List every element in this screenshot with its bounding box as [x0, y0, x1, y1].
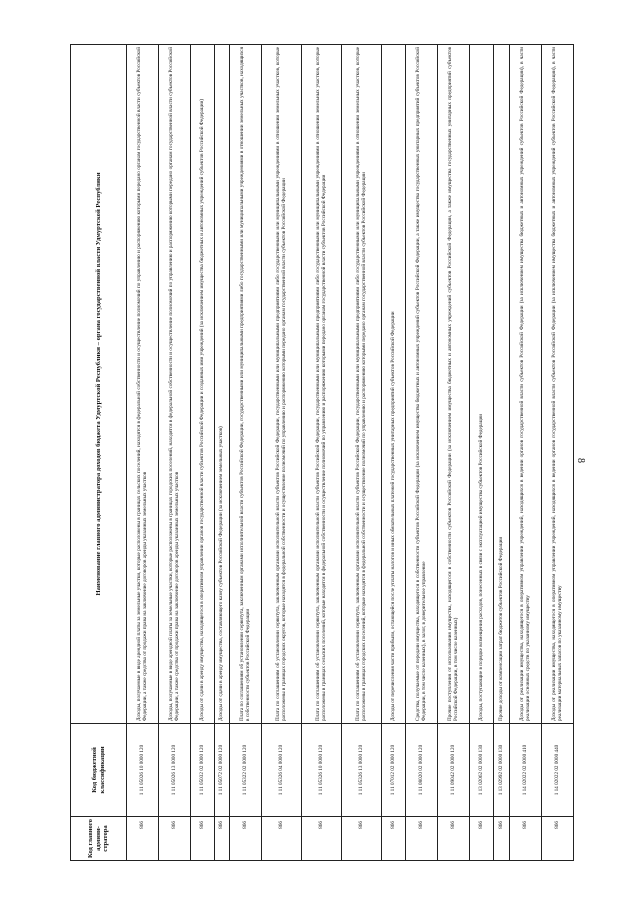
admin-code-cell: 866 — [127, 817, 159, 861]
name-cell: Средства, получаемые от передачи имущества, находящегося в собственности субъектов Российской Федерации (за исключением имущества бюджетных и автономных учреждений субъектов Российской Федерации, а также имущества государственных унитарных предприятий субъектов Российской Федерации, в том числе казенных), в залог, в доверительное управление — [406, 45, 438, 724]
rotated-page — [70, 44, 570, 861]
name-cell: Прочие доходы от компенсации затрат бюджетов субъектов Российской Федерации — [494, 45, 510, 724]
kbk-cell: 1 11 09042 02 0000 120 — [438, 724, 470, 817]
name-cell: Плата по соглашениям об установлении сервитута, заключенным органами исполнительной власти субъектов Российской Федерации, государственными или муниципальными предприятиями либо государственными или муниципальными учреждениями в отношении земельных участков, которые расположены в границах сельских поселений, которые находятся в федеральной собственности и осуществление полномочий по управлению и распоряжению которыми передано органам государственной власти субъектов Российской Федерации — [302, 45, 342, 724]
header-name: Наименование главного администратора доходов бюджета Удмуртской Республики – органа государственной власти Удмуртской Республики — [71, 45, 127, 724]
table-row — [470, 45, 494, 861]
name-cell: Доходы, получаемые в виде арендной платы за земельные участки, которые расположены в границах городских поселений, находятся в федеральной собственности и осуществление полномочий по управлению и распоряжению которыми передано органам государственной власти субъектов Российской Федерации, а также средства от продажи права на заключение договоров аренды указанных земельных участков — [159, 45, 191, 724]
table-row — [382, 45, 406, 861]
kbk-cell: 1 13 02062 02 0000 130 — [470, 724, 494, 817]
name-cell: Доходы, поступающие в порядке возмещения расходов, понесенных в связи с эксплуатацией имущества субъектов Российской Федерации — [470, 45, 494, 724]
kbk-cell: 1 14 02022 02 0000 410 — [510, 724, 542, 817]
name-cell: Доходы от перечисления части прибыли, остающейся после уплаты налогов и иных обязательных платежей государственных унитарных предприятий субъектов Российской Федерации — [382, 45, 406, 724]
admin-code-cell: 866 — [191, 817, 215, 861]
admin-code-cell: 866 — [215, 817, 230, 861]
name-cell: Плата по соглашениям об установлении сервитута, заключенным органами исполнительной власти субъектов Российской Федерации, государственными или муниципальными предприятиями либо государственными или муниципальными учреждениями в отношении земельных участков, которые расположены в границах городских округов, которые находятся в федеральной собственности и осуществление полномочий по управлению и распоряжению которыми передано органам государственной власти субъектов Российской Федерации — [262, 45, 302, 724]
admin-code-cell: 866 — [406, 817, 438, 861]
kbk-cell: 1 11 05326 13 0000 120 — [342, 724, 382, 817]
table-row — [159, 45, 191, 861]
table-header-row — [71, 45, 127, 861]
kbk-cell: 1 11 05322 02 0000 120 — [230, 724, 262, 817]
admin-code-cell: 866 — [342, 817, 382, 861]
name-cell: Доходы, получаемые в виде арендной платы за земельные участки, которые расположены в границах сельских поселений, находятся в федеральной собственности и осуществление полномочий по управлению и распоряжению которыми передано органам государственной власти субъектов Российской Федерации, а также средства от продажи права на заключение договоров аренды указанных земельных участков — [127, 45, 159, 724]
admin-code-cell: 866 — [230, 817, 262, 861]
revenue-admin-table — [70, 44, 574, 861]
kbk-cell: 1 11 05026 13 0000 120 — [159, 724, 191, 817]
table-row — [406, 45, 438, 861]
admin-code-cell: 866 — [470, 817, 494, 861]
admin-code-cell: 866 — [382, 817, 406, 861]
page-number: 8 — [575, 458, 586, 463]
admin-code-cell: 866 — [542, 817, 574, 861]
table-row — [191, 45, 215, 861]
table-row — [230, 45, 262, 861]
admin-code-cell: 866 — [438, 817, 470, 861]
table-row — [510, 45, 542, 861]
table-row — [438, 45, 470, 861]
admin-code-cell: 866 — [302, 817, 342, 861]
name-cell: Прочие поступления от использования имущества, находящегося в собственности субъектов Российской Федерации (за исключением имущества бюджетных и автономных учреждений субъектов Российской Федерации, а также имущества государственных унитарных предприятий субъектов Российской Федерации, в том числе казенных) — [438, 45, 470, 724]
table-row — [215, 45, 230, 861]
kbk-cell: 1 11 08020 02 0000 120 — [406, 724, 438, 817]
admin-code-cell: 866 — [159, 817, 191, 861]
name-cell: Доходы от реализации имущества, находящегося в оперативном управлении учреждений, находящихся в ведении органов государственной власти субъектов Российской Федерации (за исключением имущества бюджетных и автономных учреждений субъектов Российской Федерации), в части реализации материальных запасов по указанному имуществу — [542, 45, 574, 724]
header-admin-code: Код главного админи-стратора — [71, 817, 127, 861]
table-row — [127, 45, 159, 861]
table-row — [262, 45, 302, 861]
kbk-cell: 1 13 02992 02 0000 130 — [494, 724, 510, 817]
admin-code-cell: 866 — [262, 817, 302, 861]
kbk-cell: 1 11 05026 10 0000 120 — [127, 724, 159, 817]
kbk-cell: 1 11 05072 02 0000 120 — [215, 724, 230, 817]
admin-code-cell: 866 — [494, 817, 510, 861]
name-cell: Доходы от реализации имущества, находящегося в оперативном управлении учреждений, находящихся в ведении органов государственной власти субъектов Российской Федерации (за исключением имущества бюджетных и автономных учреждений субъектов Российской Федерации), в части реализации основных средств по указанному имуществу — [510, 45, 542, 724]
table-row — [494, 45, 510, 861]
kbk-cell: 1 11 07012 02 0000 120 — [382, 724, 406, 817]
name-cell: Доходы от сдачи в аренду имущества, находящегося в оперативном управлении органов государственной власти субъектов Российской Федерации и созданных ими учреждений (за исключением имущества бюджетных и автономных учреждений субъектов Российской Федерации) — [191, 45, 215, 724]
name-cell: Плата по соглашениям об установлении сервитута, заключенным органами исполнительной власти субъектов Российской Федерации, государственными или муниципальными предприятиями либо государственными или муниципальными учреждениями в отношении земельных участков, находящихся в собственности субъектов Российской Федерации — [230, 45, 262, 724]
table-row — [542, 45, 574, 861]
kbk-cell: 1 11 05032 02 0000 120 — [191, 724, 215, 817]
kbk-cell: 1 11 05326 10 0000 120 — [302, 724, 342, 817]
admin-code-cell: 866 — [510, 817, 542, 861]
table-row — [342, 45, 382, 861]
kbk-cell: 1 14 02022 02 0000 440 — [542, 724, 574, 817]
table-row — [302, 45, 342, 861]
kbk-cell: 1 11 05326 04 0000 120 — [262, 724, 302, 817]
name-cell: Плата по соглашениям об установлении сервитута, заключенным органами исполнительной власти субъектов Российской Федерации, государственными или муниципальными предприятиями либо государственными или муниципальными учреждениями в отношении земельных участков, которые расположены в границах городских поселений, которые находятся в федеральной собственности и осуществление полномочий по управлению и распоряжению которыми передано органам государственной власти субъектов Российской Федерации — [342, 45, 382, 724]
header-kbk: Код бюджетной классификации — [71, 724, 127, 817]
name-cell: Доходы от сдачи в аренду имущества, составляющего казну субъектов Российской Федерации (за исключением земельных участков) — [215, 45, 230, 724]
